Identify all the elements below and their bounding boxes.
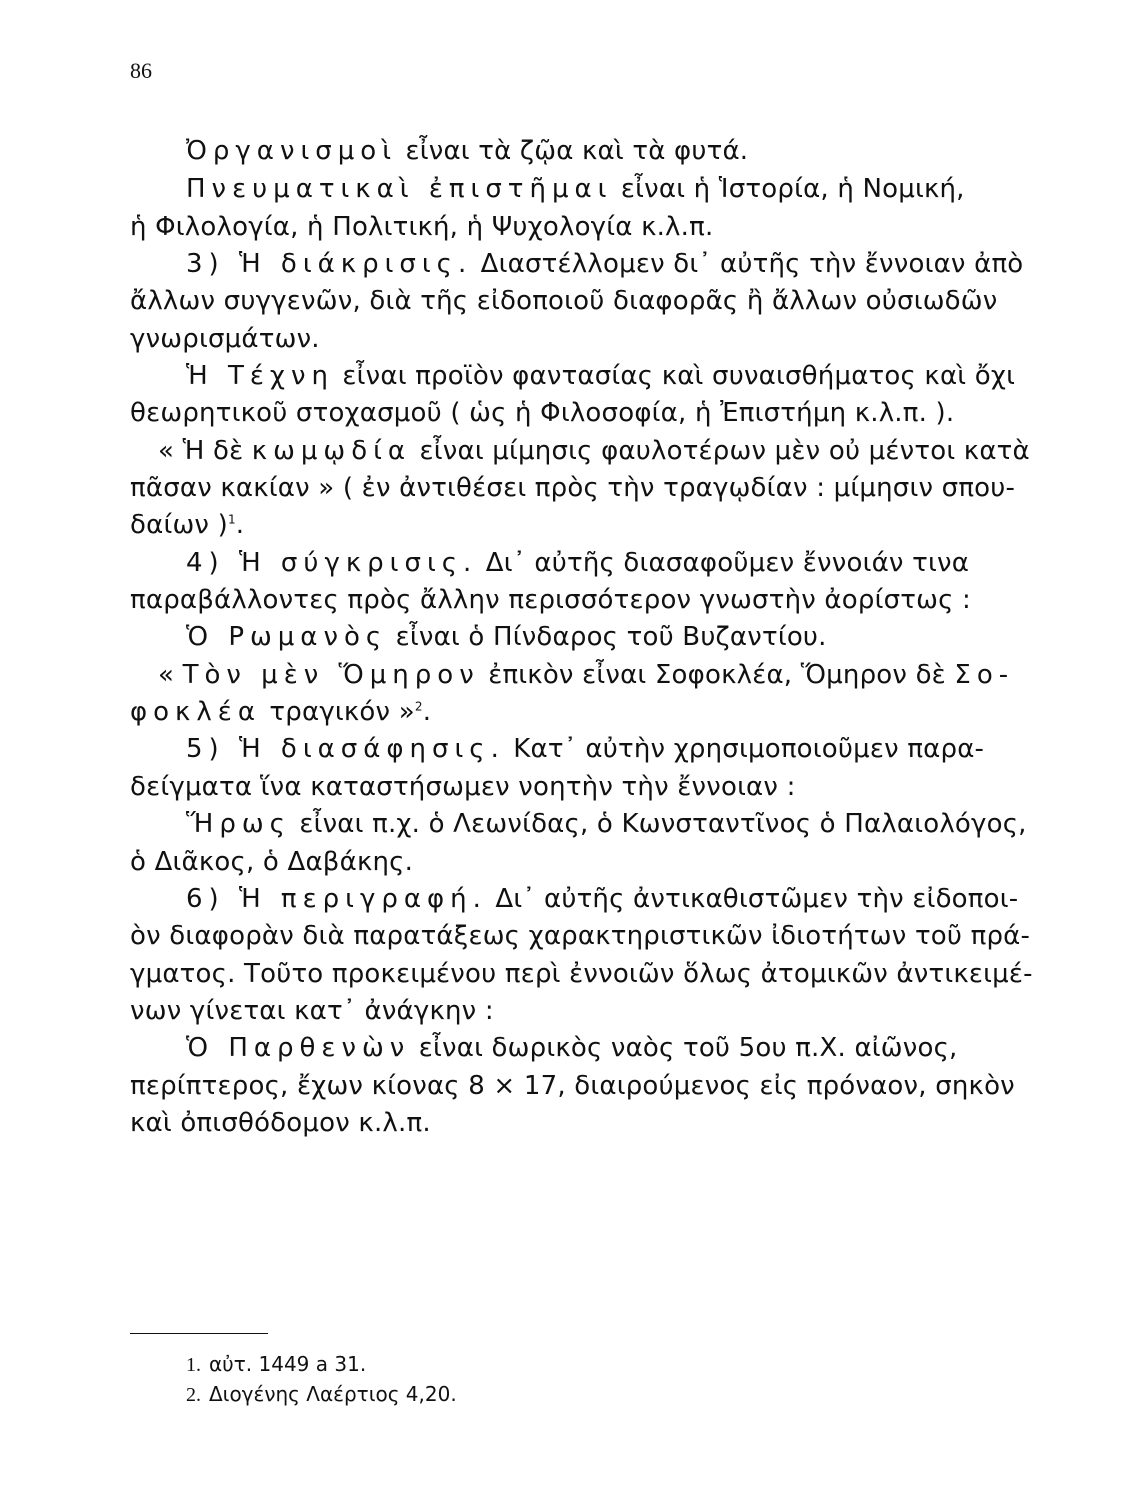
line-tail: . (422, 697, 432, 727)
text-line (186, 176, 965, 202)
text-run: ἡ Φιλολογία, ἡ Πολιτική, ἡ Ψυχολογία κ.λ.π. (130, 212, 714, 242)
text-run: δαίων ) (130, 510, 228, 540)
text-run: ἄλλων συγγενῶν, διὰ τῆς εἰδοποιοῦ διαφορᾶς ἢ ἄλλων οὐσιωδῶν (130, 286, 998, 316)
footnote-text: αὐτ. 1449 a 31. (209, 1352, 367, 1376)
text-run: εἶναι μίμησις φαυλοτέρων μὲν οὐ μέντοι κατὰ (411, 436, 1030, 466)
text-line (130, 1073, 1015, 1099)
text-run: ἐπικὸν εἶναι Σοφοκλέα, Ὅμηρον δὲ (479, 660, 955, 690)
spaced-term: φοκλέα (130, 697, 261, 727)
text-run: εἶναι ὁ Πίνδαρος τοῦ Βυζαντίου. (387, 622, 827, 652)
text-run: τραγικόν » (260, 697, 415, 727)
text-run: Δι᾽ αὐτῆς ἀντικαθιστῶμεν τὴν εἰδοποι- (486, 884, 1019, 914)
text-line (130, 288, 997, 314)
text-run: γματος. Τοῦτο προκειμένου περὶ ἐννοιῶν ὅλως ἀτομικῶν ἀντικειμέ- (130, 959, 1033, 989)
spaced-term: 5) Ἡ διασάφησις. (186, 734, 505, 764)
text-run: εἶναι τὰ ζῷα καὶ τὰ φυτά. (397, 136, 749, 166)
text-line (130, 400, 954, 426)
text-run: εἶναι δωρικὸς ναὸς τοῦ 5ου π.Χ. αἰῶνος, (410, 1033, 958, 1063)
spaced-term: κωμῳδία (251, 436, 412, 466)
footnote-rule (130, 1333, 268, 1334)
text-line (186, 363, 1015, 389)
text-run: εἶναι π.χ. ὁ Λεωνίδας, ὁ Κωνσταντῖνος ὁ Παλαιολόγος, (290, 809, 1027, 839)
text-line (186, 138, 748, 164)
text-run: ὸν διαφορὰν διὰ παρατάξεως χαρακτηριστικῶν ἰδιοτήτων τοῦ πρά- (130, 921, 1031, 951)
footnote-number: 2. (186, 1384, 201, 1406)
text-line (130, 587, 971, 613)
spaced-term: Πνευματικαὶ ἐπιστῆμαι (186, 174, 613, 204)
spaced-term: Τὸν μὲν Ὅμηρον (182, 660, 480, 690)
footnote (186, 1352, 366, 1377)
text-line (130, 923, 1030, 949)
text-run: νων γίνεται κατ᾽ ἀνάγκην : (130, 996, 494, 1026)
text-run: θεωρητικοῦ στοχασμοῦ ( ὡς ἡ Φιλοσοφία, ἡ Ἐπιστήμη κ.λ.π. ). (130, 398, 955, 428)
text-line (130, 961, 1033, 987)
text-line (130, 326, 320, 352)
spaced-term: Ὀργανισμοὶ (186, 136, 397, 166)
line-tail: . (235, 510, 245, 540)
spaced-term: Ὁ Παρθενὼν (186, 1033, 411, 1063)
text-line (186, 251, 1023, 277)
text-run: « Ἡ δὲ (158, 436, 252, 466)
footnote-number: 1. (186, 1354, 201, 1376)
text-run: ὁ Διᾶκος, ὁ Δαβάκης. (130, 847, 414, 877)
text-run: δείγματα ἵνα καταστήσωμεν νοητὴν τὴν ἔννοιαν : (130, 772, 796, 802)
text-line (186, 550, 969, 576)
footnote-ref: 2 (414, 699, 423, 714)
text-line (186, 736, 984, 762)
text-run: περίπτερος, ἔχων κίονας 8 × 17, διαιρούμενος εἰς πρόναον, σηκὸν (130, 1071, 1015, 1101)
text-line (130, 1110, 431, 1136)
text-run: καὶ ὀπισθόδομον κ.λ.π. (130, 1108, 431, 1138)
spaced-term: Ἥρως (186, 809, 291, 839)
text-line (158, 662, 1014, 688)
spaced-term: 6) Ἡ περιγραφή. (186, 884, 487, 914)
text-line (130, 475, 1015, 501)
text-run: Διαστέλλομεν δι᾽ αὐτῆς τὴν ἔννοιαν ἀπὸ (472, 249, 1024, 279)
text-line (186, 1035, 958, 1061)
text-line (130, 998, 494, 1024)
text-line (130, 214, 713, 240)
footnote-text: Διογένης Λαέρτιος 4,20. (209, 1382, 457, 1406)
text-line (158, 438, 1030, 464)
text-run: « (158, 660, 183, 690)
text-line (130, 512, 244, 538)
text-run: παραβάλλοντες πρὸς ἄλλην περισσότερον γνωστὴν ἀορίστως : (130, 585, 971, 615)
footnote (186, 1382, 457, 1407)
text-run: εἶναι προϊὸν φαντασίας καὶ συναισθήματος καὶ ὄχι (333, 361, 1016, 391)
text-line (186, 811, 1027, 837)
spaced-term: Ἡ Τέχνη (186, 361, 334, 391)
text-run: εἶναι ἡ Ἱστορία, ἡ Νομική, (612, 174, 965, 204)
text-run: Δι᾽ αὐτῆς διασαφοῦμεν ἔννοιάν τινα (477, 548, 970, 578)
text-line (130, 699, 431, 725)
text-line (186, 886, 1018, 912)
text-line (130, 849, 413, 875)
text-run: πᾶσαν κακίαν » ( ἐν ἀντιθέσει πρὸς τὴν τραγῳδίαν : μίμησιν σπου- (130, 473, 1016, 503)
page-number: 86 (130, 58, 152, 83)
spaced-term: 3) Ἡ διάκρισις. (186, 249, 473, 279)
spaced-term: Ὁ Ρωμανὸς (186, 622, 388, 652)
text-line (186, 624, 827, 650)
spaced-term: 4) Ἡ σύγκρισις. (186, 548, 478, 578)
text-run: Κατ᾽ αὐτὴν χρησιμοποιοῦμεν παρα- (504, 734, 985, 764)
text-line (130, 774, 796, 800)
footnote-ref: 1 (227, 512, 236, 527)
text-run: γνωρισμάτων. (130, 324, 320, 354)
spaced-term: Σο- (954, 660, 1015, 690)
